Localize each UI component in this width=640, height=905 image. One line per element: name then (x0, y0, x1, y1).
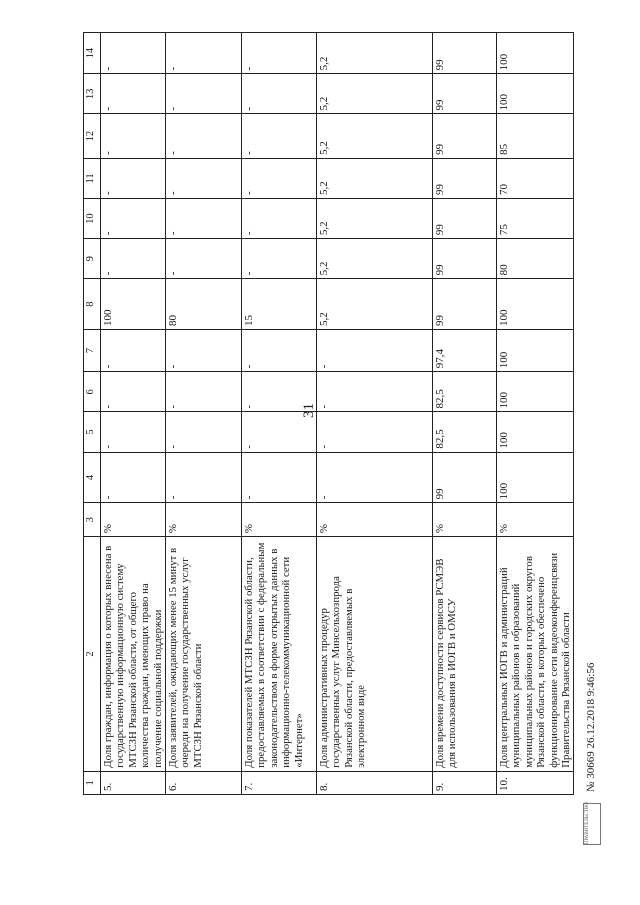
header-cell: 10 (84, 199, 101, 239)
value-cell: 82,5 (433, 412, 497, 452)
value-cell: 15 (242, 279, 317, 330)
value-cell: 97,4 (433, 330, 497, 372)
value-cell: - (101, 412, 166, 452)
value-cell: 99 (433, 279, 497, 330)
value-cell: - (101, 330, 166, 372)
value-cell: 80 (166, 279, 242, 330)
table-row (242, 33, 317, 795)
value-cell: - (317, 372, 433, 412)
value-cell: - (242, 239, 317, 279)
table-row (166, 33, 242, 795)
table-row (317, 33, 433, 795)
value-cell: - (317, 330, 433, 372)
value-cell: - (101, 74, 166, 114)
unit-cell: % (497, 503, 574, 537)
seal-stamp-text: ПРАВИТЕЛЬСТВО (585, 802, 590, 844)
header-cell: 12 (84, 114, 101, 158)
value-cell: 100 (497, 452, 574, 503)
table-row (433, 33, 497, 795)
header-cell: 5 (84, 412, 101, 452)
header-cell: 14 (84, 33, 101, 74)
unit-cell: % (317, 503, 433, 537)
value-cell: - (101, 372, 166, 412)
value-cell: - (166, 74, 242, 114)
header-row (84, 33, 101, 795)
table-row (101, 33, 166, 795)
value-cell: - (242, 74, 317, 114)
row-number-cell: 9. (433, 771, 497, 794)
value-cell: 100 (497, 412, 574, 452)
row-number-cell: 5. (101, 771, 166, 794)
unit-cell: % (101, 503, 166, 537)
table-row (497, 33, 574, 795)
header-cell: 9 (84, 239, 101, 279)
value-cell: - (101, 452, 166, 503)
value-cell: 99 (433, 114, 497, 158)
value-cell: 99 (433, 452, 497, 503)
header-cell: 3 (84, 503, 101, 537)
value-cell: - (242, 199, 317, 239)
value-cell: - (166, 33, 242, 74)
unit-cell: % (166, 503, 242, 537)
unit-cell: % (242, 503, 317, 537)
indicator-name-cell: Доля заявителей, ожидающих менее 15 минут в очереди на получение государственных услуг МТСЗН Рязанской области (166, 537, 242, 772)
value-cell: 99 (433, 74, 497, 114)
row-number-cell: 7. (242, 771, 317, 794)
indicator-name-cell: Доля граждан, информация о которых внесена в государственную информационную систему МТСЗН Рязанской области, от общего количества граждан, имеющих право на получение социальной поддержки (101, 537, 166, 772)
value-cell: 99 (433, 239, 497, 279)
registration-number: № 30669 26.12.2018 9:46:56 (585, 662, 597, 792)
indicator-name-cell: Доля административных процедур государственных услуг Минсельхозпрода Рязанской области, предоставляемых в электронном виде (317, 537, 433, 772)
value-cell: - (101, 239, 166, 279)
value-cell: - (166, 239, 242, 279)
value-cell: - (166, 199, 242, 239)
value-cell: - (101, 33, 166, 74)
header-cell: 8 (84, 279, 101, 330)
value-cell: - (242, 158, 317, 198)
value-cell: - (166, 372, 242, 412)
value-cell: - (317, 412, 433, 452)
row-number-cell: 6. (166, 771, 242, 794)
value-cell: 99 (433, 158, 497, 198)
indicator-name-cell: Доля центральных ИОГВ и администраций муниципальных районов и образований муниципальных районов и городских округов Рязанской области, в которых обеспечено функционирование сети видеоконференцсвязи Правительства Рязанской области (497, 537, 574, 772)
value-cell: - (242, 412, 317, 452)
value-cell: 5,2 (317, 239, 433, 279)
value-cell: 5,2 (317, 114, 433, 158)
seal-stamp (583, 803, 601, 845)
value-cell: 100 (101, 279, 166, 330)
indicators-table (83, 32, 574, 795)
header-cell: 1 (84, 771, 101, 794)
value-cell: - (166, 330, 242, 372)
value-cell: - (242, 33, 317, 74)
value-cell: - (101, 199, 166, 239)
header-cell: 2 (84, 537, 101, 772)
value-cell: - (166, 158, 242, 198)
value-cell: 70 (497, 158, 574, 198)
value-cell: 99 (433, 199, 497, 239)
header-cell: 11 (84, 158, 101, 198)
row-number-cell: 10. (497, 771, 574, 794)
value-cell: 100 (497, 372, 574, 412)
value-cell: - (317, 452, 433, 503)
page-number: 31 (301, 403, 317, 418)
value-cell: 5,2 (317, 199, 433, 239)
value-cell: 80 (497, 239, 574, 279)
value-cell: 100 (497, 330, 574, 372)
value-cell: 82,5 (433, 372, 497, 412)
value-cell: - (242, 330, 317, 372)
value-cell: - (101, 114, 166, 158)
header-cell: 4 (84, 452, 101, 503)
header-cell: 7 (84, 330, 101, 372)
value-cell: 100 (497, 74, 574, 114)
header-cell: 13 (84, 74, 101, 114)
value-cell: - (242, 372, 317, 412)
value-cell: 5,2 (317, 74, 433, 114)
value-cell: 85 (497, 114, 574, 158)
value-cell: - (242, 452, 317, 503)
value-cell: 75 (497, 199, 574, 239)
indicator-name-cell: Доля времени доступности сервисов РСМЭВ для использования в ИОГВ и ОМСУ (433, 537, 497, 772)
row-number-cell: 8. (317, 771, 433, 794)
value-cell: 5,2 (317, 279, 433, 330)
value-cell: - (166, 412, 242, 452)
value-cell: 100 (497, 33, 574, 74)
value-cell: 5,2 (317, 158, 433, 198)
header-cell: 6 (84, 372, 101, 412)
indicator-name-cell: Доля показателей МТСЗН Рязанской области, предоставляемых в соответствии с федеральным законодательством в форме открытых данных в информационно-телекоммуникационной сети «Интернет» (242, 537, 317, 772)
value-cell: - (166, 114, 242, 158)
value-cell: - (101, 158, 166, 198)
value-cell: - (242, 114, 317, 158)
value-cell: 5,2 (317, 33, 433, 74)
value-cell: 99 (433, 33, 497, 74)
value-cell: - (166, 452, 242, 503)
value-cell: 100 (497, 279, 574, 330)
unit-cell: % (433, 503, 497, 537)
